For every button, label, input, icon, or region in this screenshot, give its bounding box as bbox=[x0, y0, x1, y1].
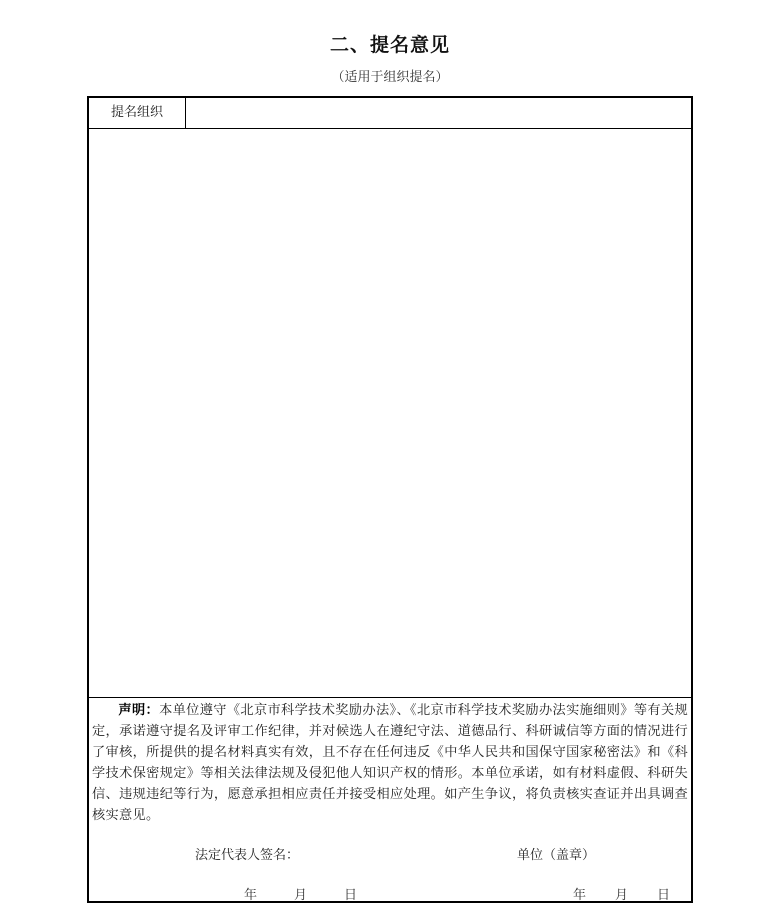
page-title: 二、提名意见 bbox=[329, 34, 450, 56]
declaration-lead: 声明： bbox=[118, 703, 160, 718]
month-label: 月 bbox=[294, 888, 308, 903]
year-label: 年 bbox=[244, 888, 258, 903]
declaration-block bbox=[89, 697, 691, 901]
year-label: 年 bbox=[573, 888, 587, 903]
legal-representative-signature-label: 法定代表人签名： bbox=[195, 848, 300, 863]
unit-seal-label: 单位（盖章） bbox=[517, 848, 596, 863]
declaration-body: 本单位遵守《北京市科学技术奖励办法》、《北京市科学技术奖励办法实施细则》等有关规定，承诺遵守提名及评审工作纪律，并对候选人在遵纪守法、道德品行、科研诚信等方面的情况进行了审核，所提供的提名材料真实有效，且不存在任何违反《中华人民共和国保守国家秘密法》和《科学技术保密规定》等相关法律法规及侵犯他人知识产权的情形。本单位承诺，如有材料虚假、科研失信、违规违纪等行为，愿意承担相应责任并接受相应处理。如产生争议，将负责核实查证并出具调查核实意见。 bbox=[92, 703, 688, 823]
day-label: 日 bbox=[657, 888, 671, 903]
nominating-organization-row bbox=[89, 98, 691, 129]
day-label: 日 bbox=[344, 888, 358, 903]
nominating-organization-field[interactable] bbox=[186, 98, 691, 128]
declaration-text bbox=[92, 700, 688, 826]
nominating-organization-label: 提名组织 bbox=[89, 98, 186, 128]
nomination-opinion-textarea[interactable] bbox=[89, 129, 691, 697]
nomination-opinion-form bbox=[87, 96, 693, 903]
month-label: 月 bbox=[615, 888, 629, 903]
page-subtitle: （适用于组织提名） bbox=[331, 70, 449, 85]
